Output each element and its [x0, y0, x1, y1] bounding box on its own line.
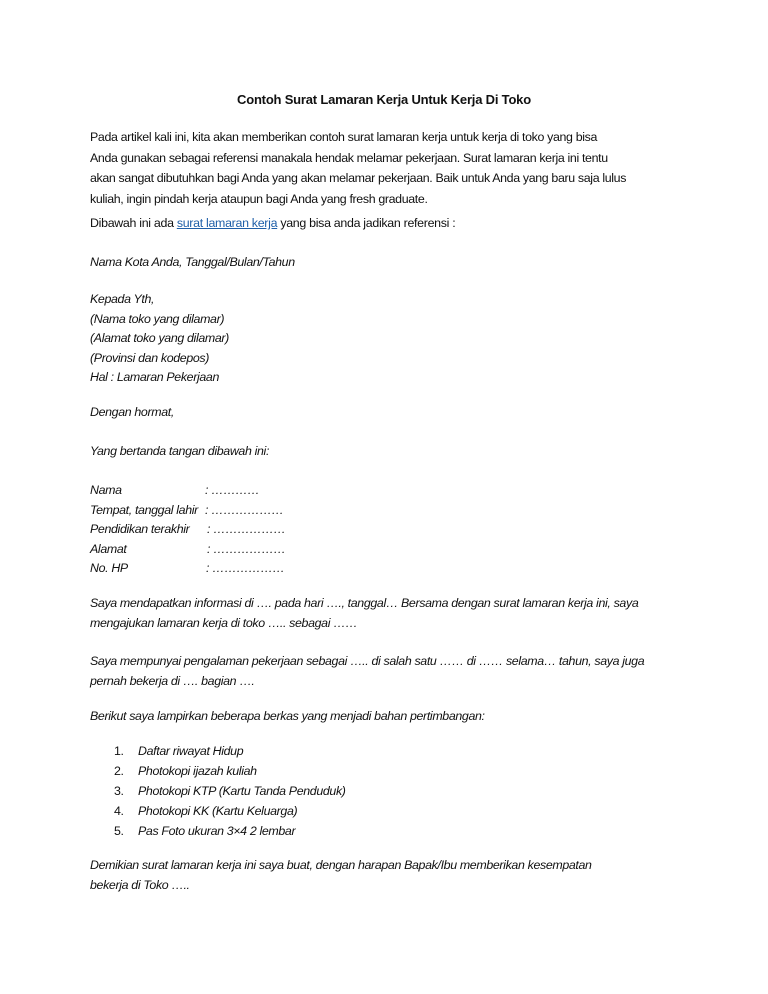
field-value: : ……………… — [205, 502, 284, 517]
field-label: Tempat, tanggal lahir — [90, 502, 198, 517]
closing-paragraph — [90, 855, 690, 895]
intro-paragraph — [90, 127, 690, 209]
recipient-block — [90, 290, 229, 388]
recipient-line: (Provinsi dan kodepos) — [90, 350, 210, 365]
recipient-line: (Nama toko yang dilamar) — [90, 311, 225, 326]
subject-line: Hal : Lamaran Pekerjaan — [90, 370, 220, 384]
experience-line: pernah bekerja di …. bagian …. — [90, 674, 255, 688]
list-text: Photokopi KTP (Kartu Tanda Penduduk) — [138, 784, 346, 798]
reference-text-before: Dibawah ini ada — [90, 216, 177, 230]
intro-line: kuliah, ingin pindah kerja ataupun bagi Anda yang fresh graduate. — [90, 191, 428, 206]
intro-line: akan sangat dibutuhkan bagi Anda yang akan melamar pekerjaan. Baik untuk Anda yang baru saja lulus — [90, 171, 627, 185]
list-text: Photokopi ijazah kuliah — [138, 764, 257, 778]
field-label: Pendidikan terakhir — [90, 522, 190, 536]
field-value: : ……………… — [207, 541, 286, 556]
experience-line: Saya mempunyai pengalaman pekerjaan sebagai ….. di salah satu …… di …… selama… tahun, saya juga — [90, 654, 645, 668]
field-label: No. HP — [90, 561, 128, 575]
list-number: 4. — [114, 804, 124, 818]
list-text: Photokopi KK (Kartu Keluarga) — [138, 804, 298, 818]
field-value: : ………… — [205, 483, 260, 497]
field-value: : ……………… — [206, 561, 285, 575]
list-number: 5. — [114, 824, 124, 838]
attachments-intro: Berikut saya lampirkan beberapa berkas yang menjadi bahan pertimbangan: — [90, 709, 485, 723]
list-number: 1. — [114, 744, 124, 758]
info-line: mengajukan lamaran kerja di toko ….. sebagai …… — [90, 616, 358, 630]
recipient-line: Kepada Yth, — [90, 292, 155, 306]
undersigned-line: Yang bertanda tangan dibawah ini: — [90, 444, 270, 458]
list-text: Daftar riwayat Hidup — [138, 744, 244, 758]
reference-text-after: yang bisa anda jadikan referensi : — [277, 216, 456, 230]
field-label: Nama — [90, 483, 122, 497]
list-number: 3. — [114, 784, 124, 798]
field-value: : ……………… — [207, 522, 286, 536]
field-label: Alamat — [90, 541, 127, 556]
closing-line: bekerja di Toko ….. — [90, 878, 190, 892]
info-paragraph — [90, 593, 690, 633]
intro-line: Pada artikel kali ini, kita akan memberikan contoh surat lamaran kerja untuk kerja di toko yang bisa — [90, 130, 598, 144]
surat-lamaran-kerja-link[interactable]: surat lamaran kerja — [176, 216, 278, 230]
document-title: Contoh Surat Lamaran Kerja Untuk Kerja Di Toko — [237, 92, 531, 107]
greeting: Dengan hormat, — [90, 405, 174, 419]
info-line: Saya mendapatkan informasi di …. pada hari …., tanggal… Bersama dengan surat lamaran kerja ini, saya — [90, 596, 639, 610]
intro-line: Anda gunakan sebagai referensi manakala hendak melamar pekerjaan. Surat lamaran kerja ini tentu — [90, 150, 608, 165]
list-number: 2. — [114, 764, 124, 778]
place-date-line: Nama Kota Anda, Tanggal/Bulan/Tahun — [90, 255, 295, 269]
experience-paragraph — [90, 651, 690, 691]
list-text: Pas Foto ukuran 3×4 2 lembar — [138, 824, 296, 838]
closing-line: Demikian surat lamaran kerja ini saya buat, dengan harapan Bapak/Ibu memberikan kesempatan — [90, 858, 592, 872]
reference-line — [90, 216, 455, 230]
recipient-line: (Alamat toko yang dilamar) — [90, 331, 229, 345]
